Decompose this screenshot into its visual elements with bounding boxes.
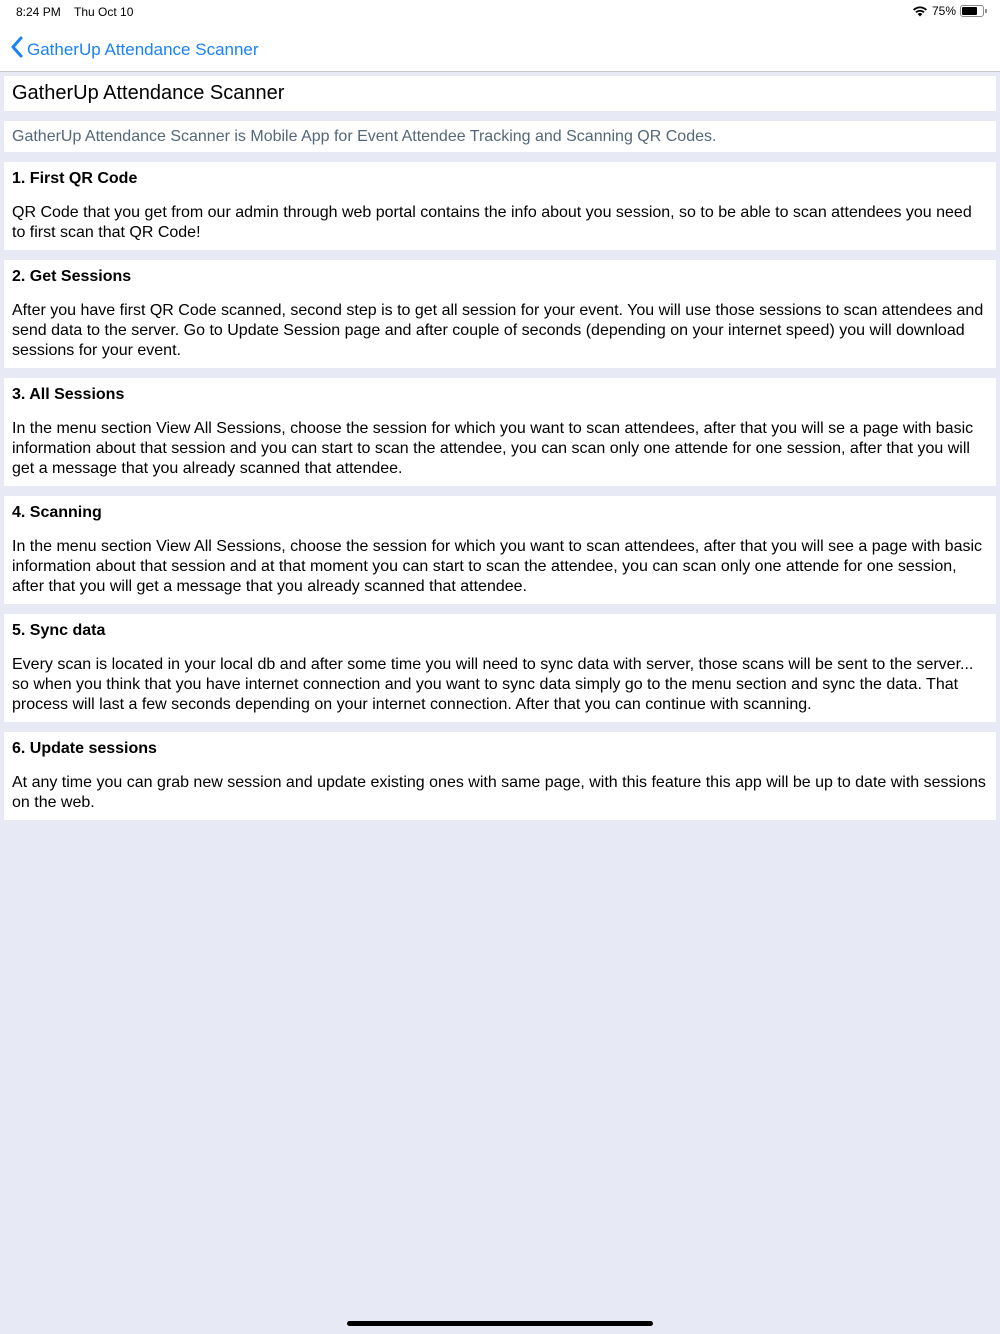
help-section-first-qr-code [4,162,996,250]
section-title: 3. All Sessions [12,386,125,403]
page-title: GatherUp Attendance Scanner [4,76,996,111]
back-button-label: GatherUp Attendance Scanner [27,39,259,59]
wifi-icon [912,5,928,17]
battery-level [962,7,977,15]
back-button[interactable] [10,36,259,63]
section-body: QR Code that you get from our admin through web portal contains the info about you session, so to be able to scan attendees you need to first scan that QR Code! [12,204,972,241]
home-indicator[interactable] [347,1321,653,1326]
status-indicators [912,4,984,18]
section-body: In the menu section View All Sessions, choose the session for which you want to scan attendees, after that you will se a page with basic information about that session and you can start to scan the attendee, you can scan only one attende for one session, after that you will get a message that you already scanned that attendee. [12,420,974,477]
section-title: 1. First QR Code [12,170,138,187]
section-body: In the menu section View All Sessions, choose the session for which you want to scan attendees, after that you will see a page with basic information about that session and at that moment you can start to scan the attendee, you can scan only one attende for one session, after that you will get a message that you already scanned that attendee. [12,538,983,595]
section-body: At any time you can grab new session and update existing ones with same page, with this feature this app will be up to date with sessions on the web. [12,774,986,811]
navigation-bar [0,24,1000,72]
battery-icon [960,5,984,17]
section-title: 6. Update sessions [12,740,157,757]
battery-percent: 75% [931,4,956,18]
status-time: 8:24 PM [16,5,61,19]
section-title: 5. Sync data [12,622,106,639]
help-section-get-sessions [4,260,996,368]
status-bar [0,0,1000,24]
section-body: Every scan is located in your local db and after some time you will need to sync data with server, those scans will be sent to the server... so when you think that you have internet connection and you want to sync data simply go to the menu section and sync the data. That process will last a few seconds depending on your internet connection. After that you can continue with scanning. [12,656,974,713]
section-body: After you have first QR Code scanned, second step is to get all session for your event. You will use those sessions to scan attendees and send data to the server. Go to Update Session page and after couple of seconds (depending on your internet speed) you will download sessions for your event. [12,302,984,359]
help-section-sync-data [4,614,996,722]
help-content [4,76,996,830]
chevron-left-icon [10,36,23,63]
help-section-all-sessions [4,378,996,486]
page-description: GatherUp Attendance Scanner is Mobile App for Event Attendee Tracking and Scanning QR Codes. [4,121,996,152]
section-title: 4. Scanning [12,504,102,521]
status-date: Thu Oct 10 [74,5,134,19]
help-section-update-sessions [4,732,996,820]
section-title: 2. Get Sessions [12,268,132,285]
help-section-scanning [4,496,996,604]
